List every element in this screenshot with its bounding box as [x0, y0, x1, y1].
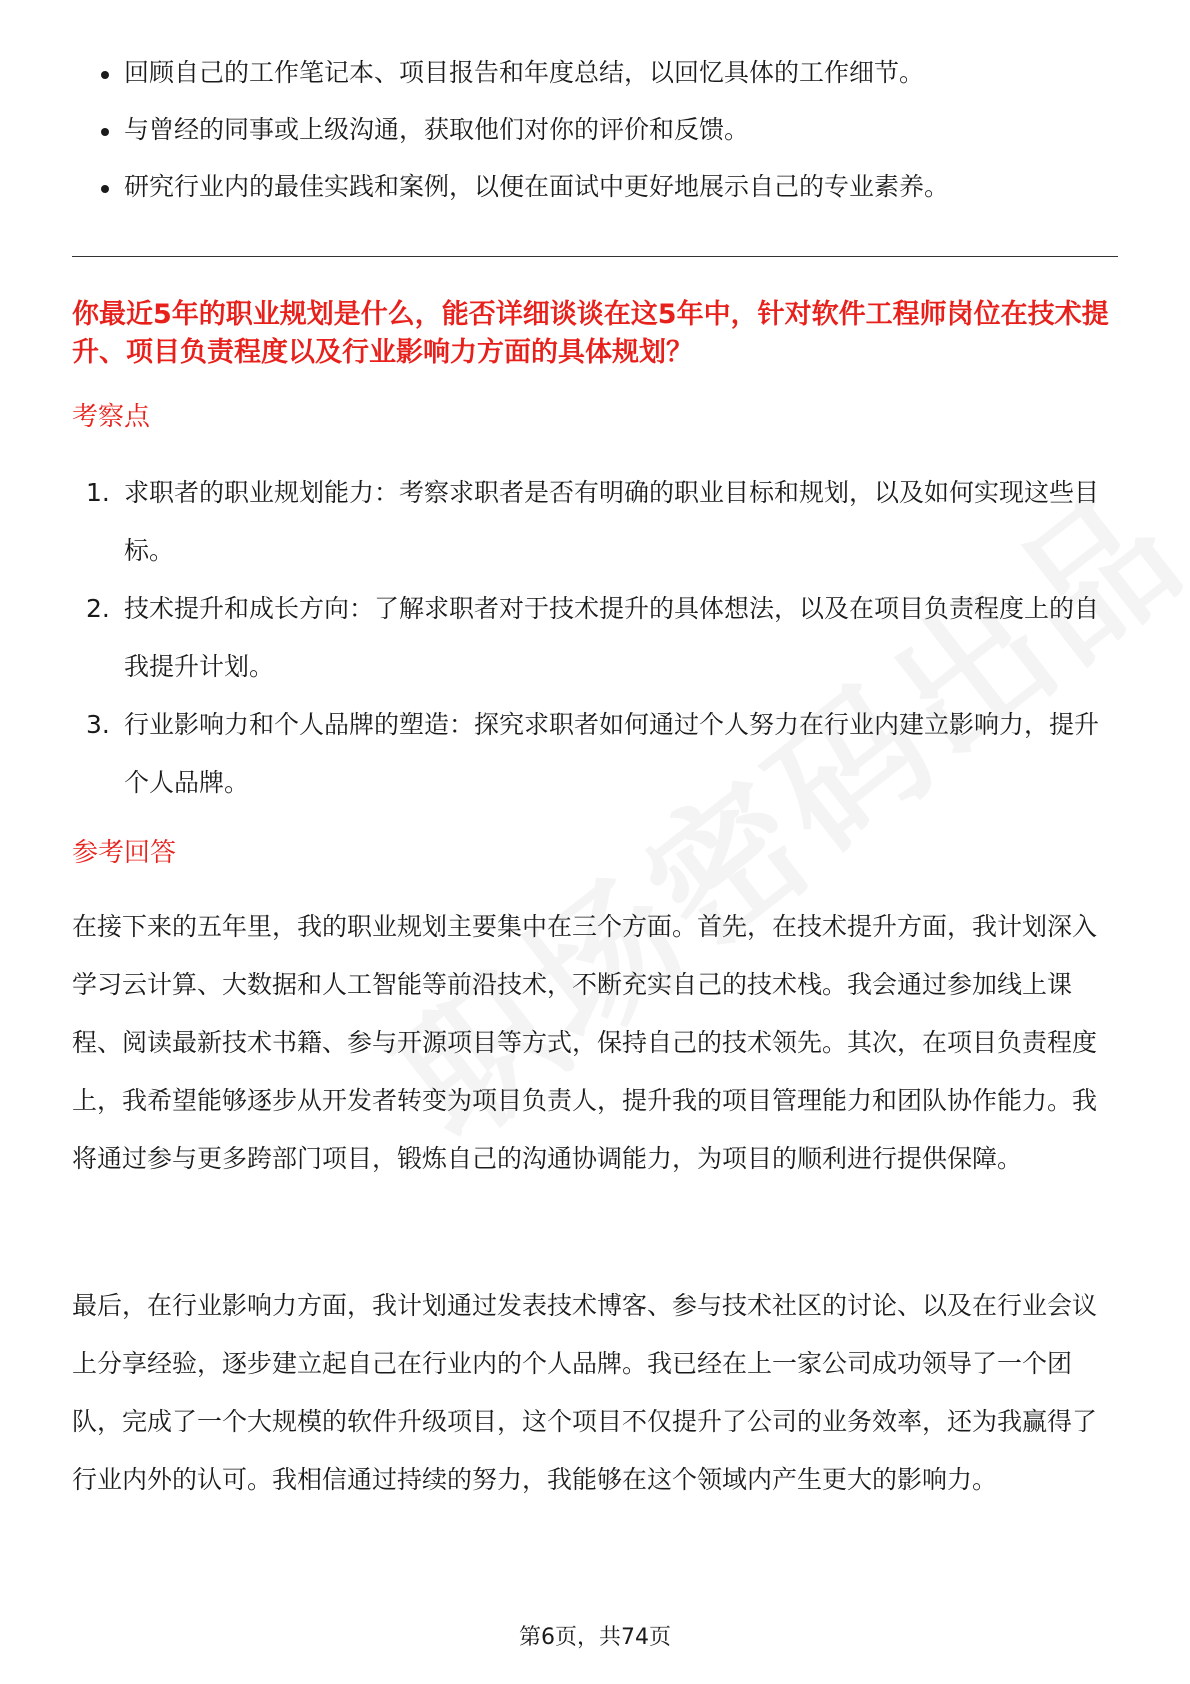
exam-point-number: 1. — [86, 478, 110, 507]
divider — [72, 256, 1118, 257]
exam-point-text: 求职者的职业规划能力：考察求职者是否有明确的职业目标和规划，以及如何实现这些目标。 — [124, 478, 1100, 565]
exam-point-item — [72, 696, 1118, 812]
exam-points-list — [72, 464, 1118, 812]
bullet-item: 回顾自己的工作笔记本、项目报告和年度总结，以回忆具体的工作细节。 — [72, 58, 1112, 115]
question-heading: 你最近5年的职业规划是什么，能否详细谈谈在这5年中，针对软件工程师岗位在技术提升、项目负责程度以及行业影响力方面的具体规划？ — [72, 299, 1109, 368]
exam-point-number: 3. — [86, 710, 110, 739]
exam-point-item — [72, 464, 1118, 580]
bullet-list — [72, 58, 1112, 229]
bullet-item: 与曾经的同事或上级沟通，获取他们对你的评价和反馈。 — [72, 115, 1112, 172]
page-number: 第6页，共74页 — [519, 1625, 671, 1650]
exam-point-number: 2. — [86, 594, 110, 623]
answer-paragraph: 最后，在行业影响力方面，我计划通过发表技术博客、参与技术社区的讨论、以及在行业会议上分享经验，逐步建立起自己在行业内的个人品牌。我已经在上一家公司成功领导了一个团队，完成了一个大规模的软件升级项目，这个项目不仅提升了公司的业务效率，还为我赢得了行业内外的认可。我相信通过持续的努力，我能够在这个领域内产生更大的影响力。 — [72, 1291, 1098, 1494]
exam-points-title: 考察点 — [72, 402, 151, 432]
exam-point-text: 行业影响力和个人品牌的塑造：探究求职者如何通过个人努力在行业内建立影响力，提升个人品牌。 — [124, 710, 1100, 797]
reference-answer-title: 参考回答 — [72, 838, 177, 868]
bullet-item: 研究行业内的最佳实践和案例，以便在面试中更好地展示自己的专业素养。 — [72, 172, 1112, 229]
answer-paragraph: 在接下来的五年里，我的职业规划主要集中在三个方面。首先，在技术提升方面，我计划深入学习云计算、大数据和人工智能等前沿技术，不断充实自己的技术栈。我会通过参加线上课程、阅读最新技术书籍、参与开源项目等方式，保持自己的技术领先。其次，在项目负责程度上，我希望能够逐步从开发者转变为项目负责人，提升我的项目管理能力和团队协作能力。我将通过参与更多跨部门项目，锻炼自己的沟通协调能力，为项目的顺利进行提供保障。 — [72, 912, 1098, 1173]
exam-point-text: 技术提升和成长方向：了解求职者对于技术提升的具体想法，以及在项目负责程度上的自我提升计划。 — [124, 594, 1100, 681]
exam-point-item — [72, 580, 1118, 696]
